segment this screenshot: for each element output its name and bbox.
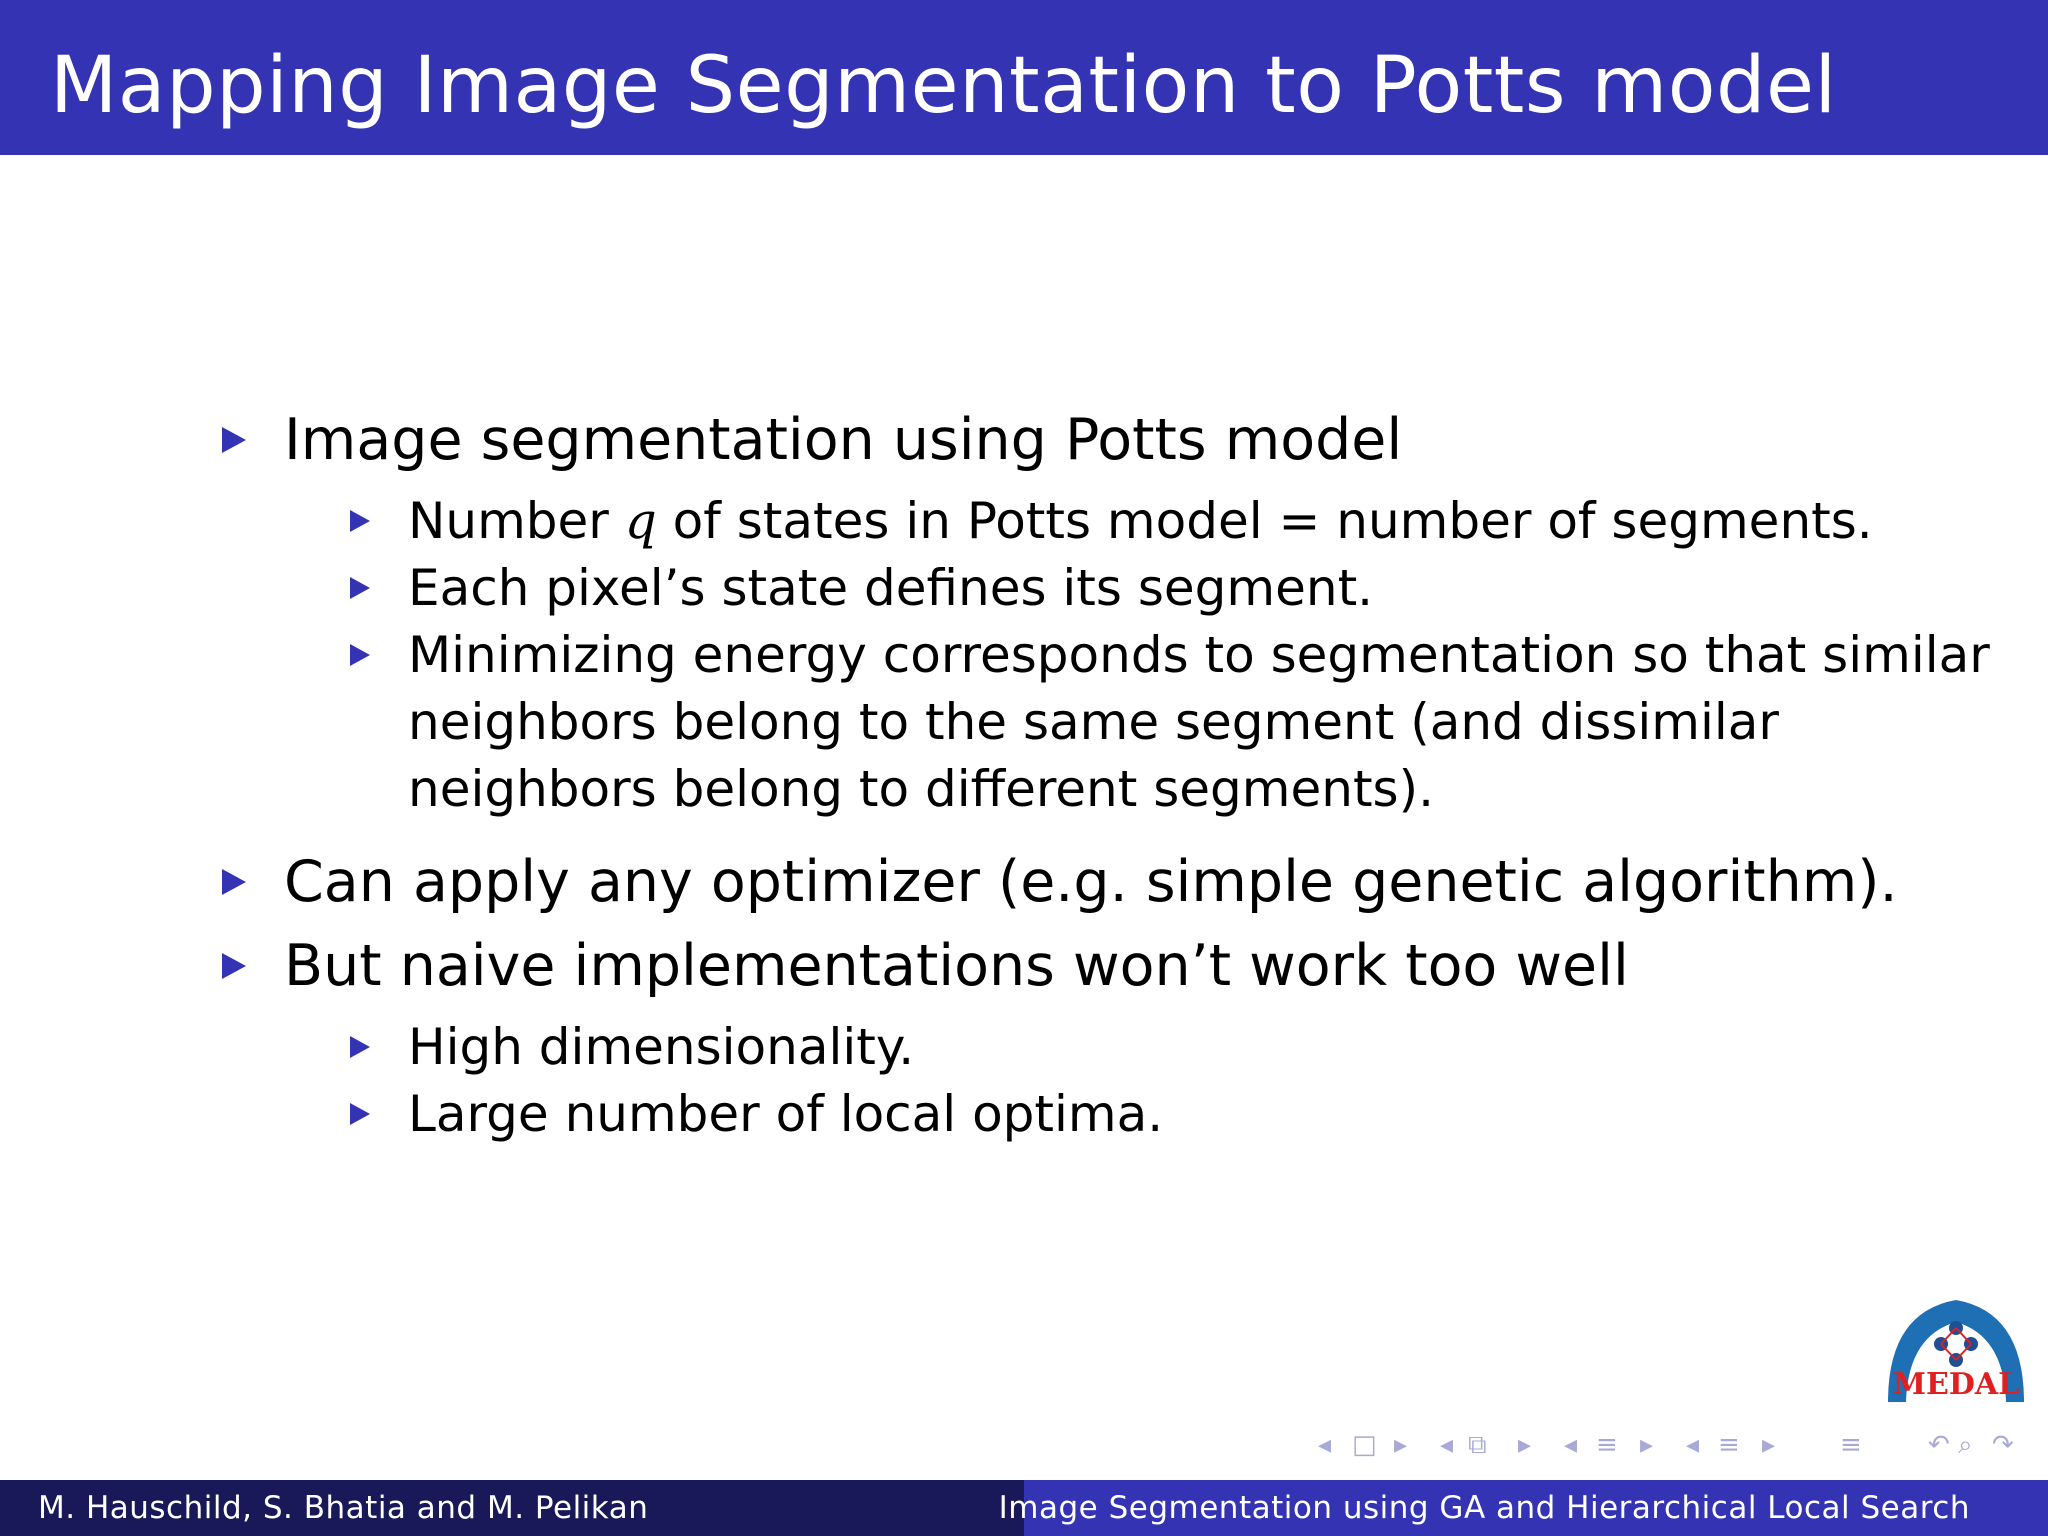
- text-segment: Number: [408, 492, 625, 550]
- document-icon[interactable]: ≡: [1840, 1430, 1862, 1460]
- footer-title-panel: [998, 1480, 2048, 1536]
- subsection-icon[interactable]: ≡: [1596, 1430, 1618, 1460]
- bullet-triangle-icon: [222, 953, 246, 979]
- nav-left-arrow-icon[interactable]: ◂: [1686, 1430, 1700, 1460]
- footer-authors-panel: [0, 1480, 1024, 1536]
- frame-icon[interactable]: □: [1352, 1430, 1377, 1460]
- bullet-item: Image segmentation using Potts model: [284, 407, 1403, 473]
- slide-title: Mapping Image Segmentation to Potts model: [50, 41, 1837, 131]
- bullet-item: Can apply any optimizer (e.g. simple genetic algorithm).: [284, 849, 1898, 915]
- search-icon[interactable]: ⌕: [1958, 1430, 1973, 1460]
- back-icon[interactable]: ↶: [1928, 1430, 1950, 1460]
- footer-talk-title: Image Segmentation using GA and Hierarchical Local Search: [998, 1490, 1970, 1526]
- nav-left-arrow-icon[interactable]: ◂: [1440, 1430, 1454, 1460]
- bullet-item: But naive implementations won’t work too well: [284, 933, 1629, 999]
- nav-left-arrow-icon[interactable]: ◂: [1318, 1430, 1332, 1460]
- math-variable: q: [624, 492, 657, 550]
- forward-icon[interactable]: ↷: [1992, 1430, 2014, 1460]
- sub-bullet-triangle-icon: [350, 577, 370, 599]
- sub-bullet-triangle-icon: [350, 510, 370, 532]
- frames-icon[interactable]: ⧉: [1468, 1430, 1487, 1460]
- sub-bullet-item-continued: neighbors belong to the same segment (and dissimilar: [408, 693, 1779, 751]
- logo-text: MEDAL: [1892, 1367, 2020, 1402]
- sub-bullet-item: Each pixel’s state defines its segment.: [408, 559, 1374, 617]
- nav-left-arrow-icon[interactable]: ◂: [1564, 1430, 1578, 1460]
- sub-bullet-triangle-icon: [350, 644, 370, 666]
- text-segment: of states in Potts model = number of segments.: [656, 492, 1873, 550]
- sub-bullet-item: Minimizing energy corresponds to segmentation so that similar: [408, 626, 1990, 684]
- section-icon[interactable]: ≡: [1718, 1430, 1740, 1460]
- nav-right-arrow-icon[interactable]: ▸: [1640, 1430, 1654, 1460]
- sub-bullet-item: High dimensionality.: [408, 1018, 915, 1076]
- sub-bullet-item: Large number of local optima.: [408, 1085, 1164, 1143]
- sub-bullet-item-continued: neighbors belong to different segments).: [408, 760, 1435, 818]
- medal-logo: [1878, 1292, 2034, 1412]
- sub-bullet-item: [408, 487, 1873, 555]
- nav-right-arrow-icon[interactable]: ▸: [1518, 1430, 1532, 1460]
- bullet-triangle-icon: [222, 427, 246, 453]
- footer-authors: M. Hauschild, S. Bhatia and M. Pelikan: [38, 1490, 649, 1526]
- navigation-bar: [1310, 1430, 2030, 1466]
- sub-bullet-triangle-icon: [350, 1103, 370, 1125]
- sub-bullet-triangle-icon: [350, 1036, 370, 1058]
- nav-right-arrow-icon[interactable]: ▸: [1394, 1430, 1408, 1460]
- slide-footer: [0, 1480, 2048, 1536]
- nav-right-arrow-icon[interactable]: ▸: [1762, 1430, 1776, 1460]
- bullet-triangle-icon: [222, 869, 246, 895]
